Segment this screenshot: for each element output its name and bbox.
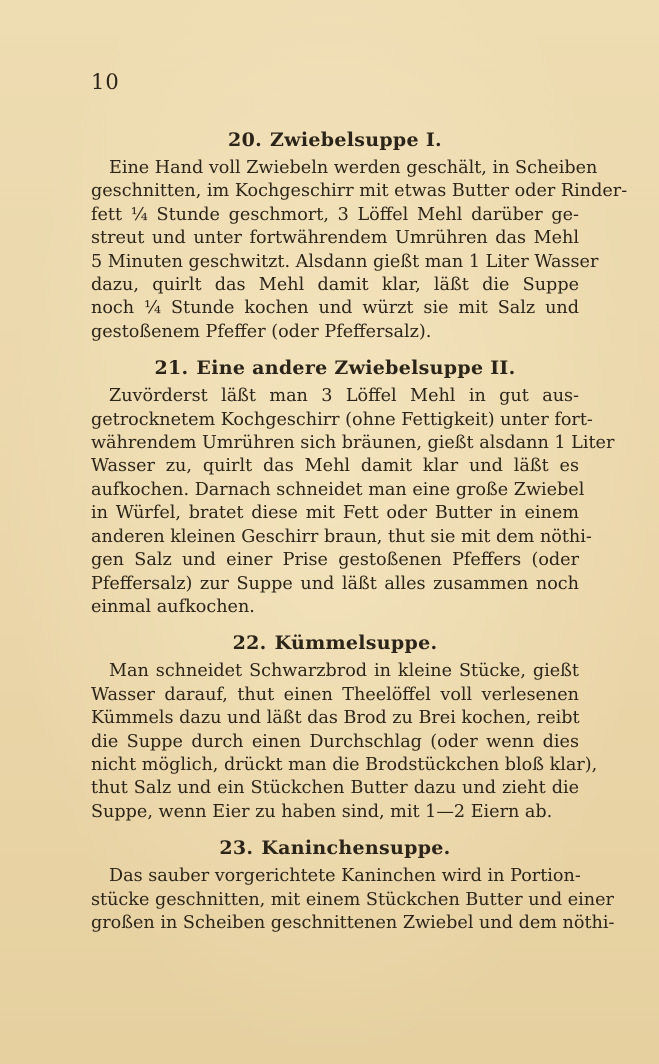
text-line: Man schneidet Schwarzbrod in kleine Stücke, gießt — [109, 661, 579, 682]
text-line: gen Salz und einer Prise gestoßenen Pfeffers (oder — [91, 550, 579, 571]
recipe-number: 23. — [219, 837, 254, 860]
recipe-name: Zwiebelsuppe I. — [270, 129, 442, 151]
text-line: aufkochen. Darnach schneidet man eine große Zwiebel — [91, 479, 585, 500]
text-line: getrocknetem Kochgeschirr (ohne Fettigkeit) unter fort- — [91, 409, 593, 430]
recipe-name: Kaninchensuppe. — [261, 837, 451, 860]
recipe-text — [91, 660, 598, 824]
recipe-number: 20. — [228, 129, 263, 151]
recipe-title — [91, 354, 579, 382]
text-line: dazu, quirlt das Mehl damit klar, läßt die Suppe — [91, 275, 579, 296]
text-line: Suppe, wenn Eier zu haben sind, mit 1—2 Eiern ab. — [91, 801, 553, 822]
text-line: währendem Umrühren sich bräunen, gießt alsdann 1 Liter — [91, 433, 615, 454]
text-line: noch ¼ Stunde kochen und würzt sie mit Salz und — [91, 298, 579, 319]
text-line: geschnitten, im Kochgeschirr mit etwas Butter oder Rinder- — [91, 181, 628, 202]
recipe-text — [91, 385, 615, 619]
text-line: Das sauber vorgerichtete Kaninchen wird in Portion- — [109, 866, 581, 887]
text-line: die Suppe durch einen Durchschlag (oder wenn dies — [91, 731, 579, 752]
recipe-title — [91, 629, 579, 657]
text-line: streut und unter fortwährendem Umrühren das Mehl — [91, 228, 579, 249]
page-content — [91, 126, 628, 935]
text-line: Wasser darauf, thut einen Theelöffel voll verlesenen — [91, 684, 579, 705]
text-line: 5 Minuten geschwitzt. Alsdann gießt man 1 Liter Wasser — [91, 251, 599, 272]
recipe-text — [91, 157, 628, 344]
text-line: Eine Hand voll Zwiebeln werden geschält, in Scheiben — [109, 158, 598, 178]
text-line: in Würfel, bratet diese mit Fett oder Butter in einem — [91, 503, 579, 524]
page-number: 10 — [91, 70, 120, 94]
recipe-number: 21. — [154, 357, 189, 380]
text-line: stücke geschnitten, mit einem Stückchen Butter und einer — [91, 889, 614, 910]
text-line: Pfeffersalz) zur Suppe und läßt alles zusammen noch — [91, 573, 579, 594]
recipe-text — [91, 865, 615, 935]
text-line: fett ¼ Stunde geschmort, 3 Löffel Mehl darüber ge- — [91, 204, 579, 225]
text-line: anderen kleinen Geschirr braun, thut sie mit dem nöthi- — [91, 526, 592, 547]
recipe-title — [91, 834, 579, 862]
text-line: nicht möglich, drückt man die Brodstückchen bloß klar), — [91, 754, 598, 775]
text-line: Zuvörderst läßt man 3 Löffel Mehl in gut aus- — [109, 386, 579, 407]
text-line: Wasser zu, quirlt das Mehl damit klar und läßt es — [91, 456, 579, 477]
recipe-name: Kümmelsuppe. — [274, 632, 438, 655]
recipe-number: 22. — [232, 632, 267, 655]
text-line: thut Salz und ein Stückchen Butter dazu und zieht die — [91, 778, 579, 799]
text-line: einmal aufkochen. — [91, 596, 255, 617]
recipe-title — [91, 126, 579, 154]
text-line: Kümmels dazu und läßt das Brod zu Brei kochen, reibt — [91, 708, 580, 729]
recipe-name: Eine andere Zwiebelsuppe II. — [196, 357, 516, 380]
text-line: gestoßenem Pfeffer (oder Pfeffersalz). — [91, 321, 432, 342]
text-line: großen in Scheiben geschnittenen Zwiebel und dem nöthi- — [91, 912, 615, 933]
